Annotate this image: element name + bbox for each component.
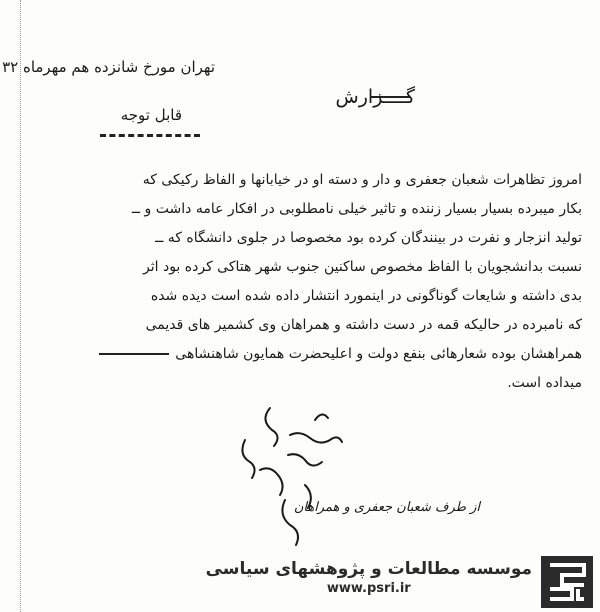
body-line: بدی داشته و شایعات گوناگونی در اینمورد انتشار داده شده است دیده شده [150,288,582,304]
line-filler-dash [99,353,169,355]
document-date: تهران مورخ شانزده هم مهرماه ۳۲ [2,58,215,76]
document-subject: قابل توجه [120,106,182,124]
body-line: میداده است. [507,375,582,391]
watermark-org-name: موسسه مطالعات و پژوهشهای سیاسی [205,559,532,579]
body-line: بکار میبرده بسیار بسیار زننده و تاثیر خیلی نامطلوبی در افکار عامه داشت و ــ [131,201,582,217]
body-line: امروز تظاهرات شعبان جعفری و دار و دسته او در خیابانها و الفاظ رکیکی که [142,172,582,188]
document-signature: از طرف شعبان جعفری و همراهان [293,500,480,515]
body-line: که نامبرده در حالیکه قمه در دست داشته و همراهان وی کشمیر های قدیمی [145,317,582,333]
handwritten-annotation [230,400,370,550]
publisher-watermark [205,553,600,612]
document-body [17,166,582,398]
subject-underline [100,134,200,137]
psri-logo-icon [540,555,594,609]
body-line: تولید انزجار و نفرت در بینندگان کرده بود مخصوصا در جلوی دانشگاه که ــ [155,230,582,246]
body-line [17,340,582,369]
document-title: گــــزارش [335,86,415,108]
title-underline [370,96,410,98]
watermark-url: www.psri.ir [326,581,411,596]
body-line: نسبت بدانشجویان با الفاظ مخصوص ساکنین جنوب شهر هتاکی کرده بود اثر [143,259,582,275]
body-line-text: همراهشان بوده شعارهائی بنفع دولت و اعلیحضرت همایون شاهنشاهی [175,346,582,362]
watermark-text [206,559,532,596]
